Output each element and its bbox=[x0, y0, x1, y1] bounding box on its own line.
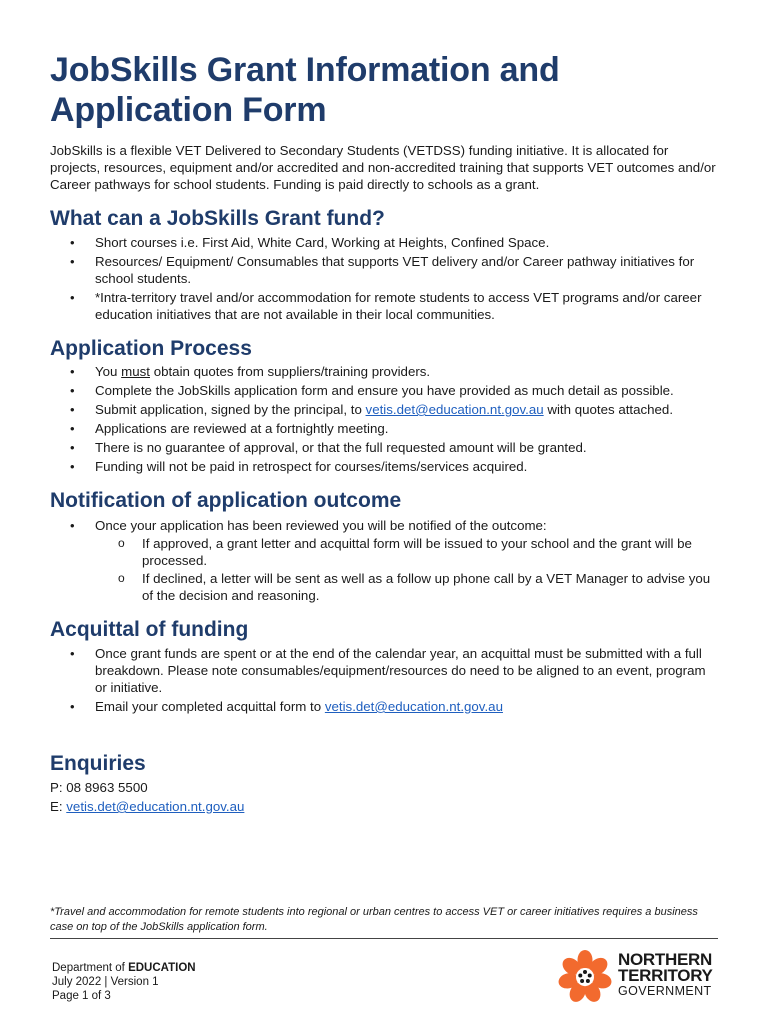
emphasis-must: must bbox=[121, 364, 150, 379]
list-item: • Submit application, signed by the principal, to vetis.det@education.nt.gov.au with quotes attached. bbox=[50, 401, 720, 418]
intro-paragraph: JobSkills is a flexible VET Delivered to Secondary Students (VETDSS) funding initiative. It is allocated for projects, resources, equipment and/or accredited and non-accredited training that supports VET outcomes and/or Career pathways for school students. Funding is paid directly to schools as a grant. bbox=[50, 143, 716, 192]
list-item: • Once your application has been reviewed you will be notified of the outcome: o If approved, a grant letter and acquittal form will be issued to your school and the grant will be processed. o If declined, a letter will be sent as well as a follow up phone call by a VET Manager to advise you of the decision and reasoning. bbox=[50, 517, 720, 604]
fund-list bbox=[50, 234, 720, 325]
list-item: • Resources/ Equipment/ Consumables that supports VET delivery and/or Career pathway initiatives for school students. bbox=[50, 253, 720, 287]
list-item: • There is no guarantee of approval, or that the full requested amount will be granted. bbox=[50, 439, 720, 456]
page-title: JobSkills Grant Information and Application Form bbox=[50, 51, 560, 129]
email-link[interactable]: vetis.det@education.nt.gov.au bbox=[66, 799, 245, 814]
process-list bbox=[50, 363, 720, 477]
fund-heading: What can a JobSkills Grant fund? bbox=[50, 207, 385, 230]
notification-heading: Notification of application outcome bbox=[50, 489, 402, 512]
email-link[interactable]: vetis.det@education.nt.gov.au bbox=[365, 402, 544, 417]
list-item: • Funding will not be paid in retrospect for courses/items/services acquired. bbox=[50, 458, 720, 475]
logo-wordmark: NORTHERN TERRITORY GOVERNMENT bbox=[618, 950, 713, 998]
sub-list-item: o If declined, a letter will be sent as well as a follow up phone call by a VET Manager to advise you of the decision and reasoning. bbox=[95, 570, 720, 604]
footer bbox=[52, 961, 196, 1003]
process-heading: Application Process bbox=[50, 337, 252, 360]
phone-line: P: 08 8963 5500 bbox=[50, 780, 148, 795]
list-item: • You must obtain quotes from suppliers/training providers. bbox=[50, 363, 720, 380]
list-item: • *Intra-territory travel and/or accommodation for remote students to access VET programs and/or career education initiatives that are not available in their local communities. bbox=[50, 289, 720, 323]
sub-list-item: o If approved, a grant letter and acquittal form will be issued to your school and the grant will be processed. bbox=[95, 535, 720, 569]
desert-rose-logo-icon bbox=[556, 948, 614, 1006]
department-line: Department of EDUCATION bbox=[52, 962, 196, 974]
email-line: E: vetis.det@education.nt.gov.au bbox=[50, 799, 245, 814]
list-item: • Applications are reviewed at a fortnightly meeting. bbox=[50, 420, 720, 437]
page-number: Page 1 of 3 bbox=[52, 990, 111, 1002]
acquittal-heading: Acquittal of funding bbox=[50, 618, 249, 641]
list-item: • Complete the JobSkills application form and ensure you have provided as much detail as possible. bbox=[50, 382, 720, 399]
enquiries-heading: Enquiries bbox=[50, 752, 146, 775]
list-item: • Once grant funds are spent or at the end of the calendar year, an acquittal must be submitted with a full breakdown. Please note consumables/equipment/resources do need to be aligned to an event, program or initiative. bbox=[50, 645, 720, 696]
phone-number: 08 8963 5500 bbox=[66, 780, 148, 795]
list-item: • Email your completed acquittal form to vetis.det@education.nt.gov.au bbox=[50, 698, 720, 715]
list-item: • Short courses i.e. First Aid, White Card, Working at Heights, Confined Space. bbox=[50, 234, 720, 251]
acquittal-list bbox=[50, 645, 720, 717]
footnote: *Travel and accommodation for remote students into regional or urban centres to access VET or career initiatives requires a business case on top of the JobSkills application form. bbox=[50, 905, 718, 939]
notification-sublist bbox=[95, 535, 720, 604]
nt-government-logo bbox=[556, 948, 726, 1006]
email-link[interactable]: vetis.det@education.nt.gov.au bbox=[324, 699, 503, 714]
notification-list bbox=[50, 517, 720, 606]
version-line: July 2022 | Version 1 bbox=[52, 976, 159, 988]
